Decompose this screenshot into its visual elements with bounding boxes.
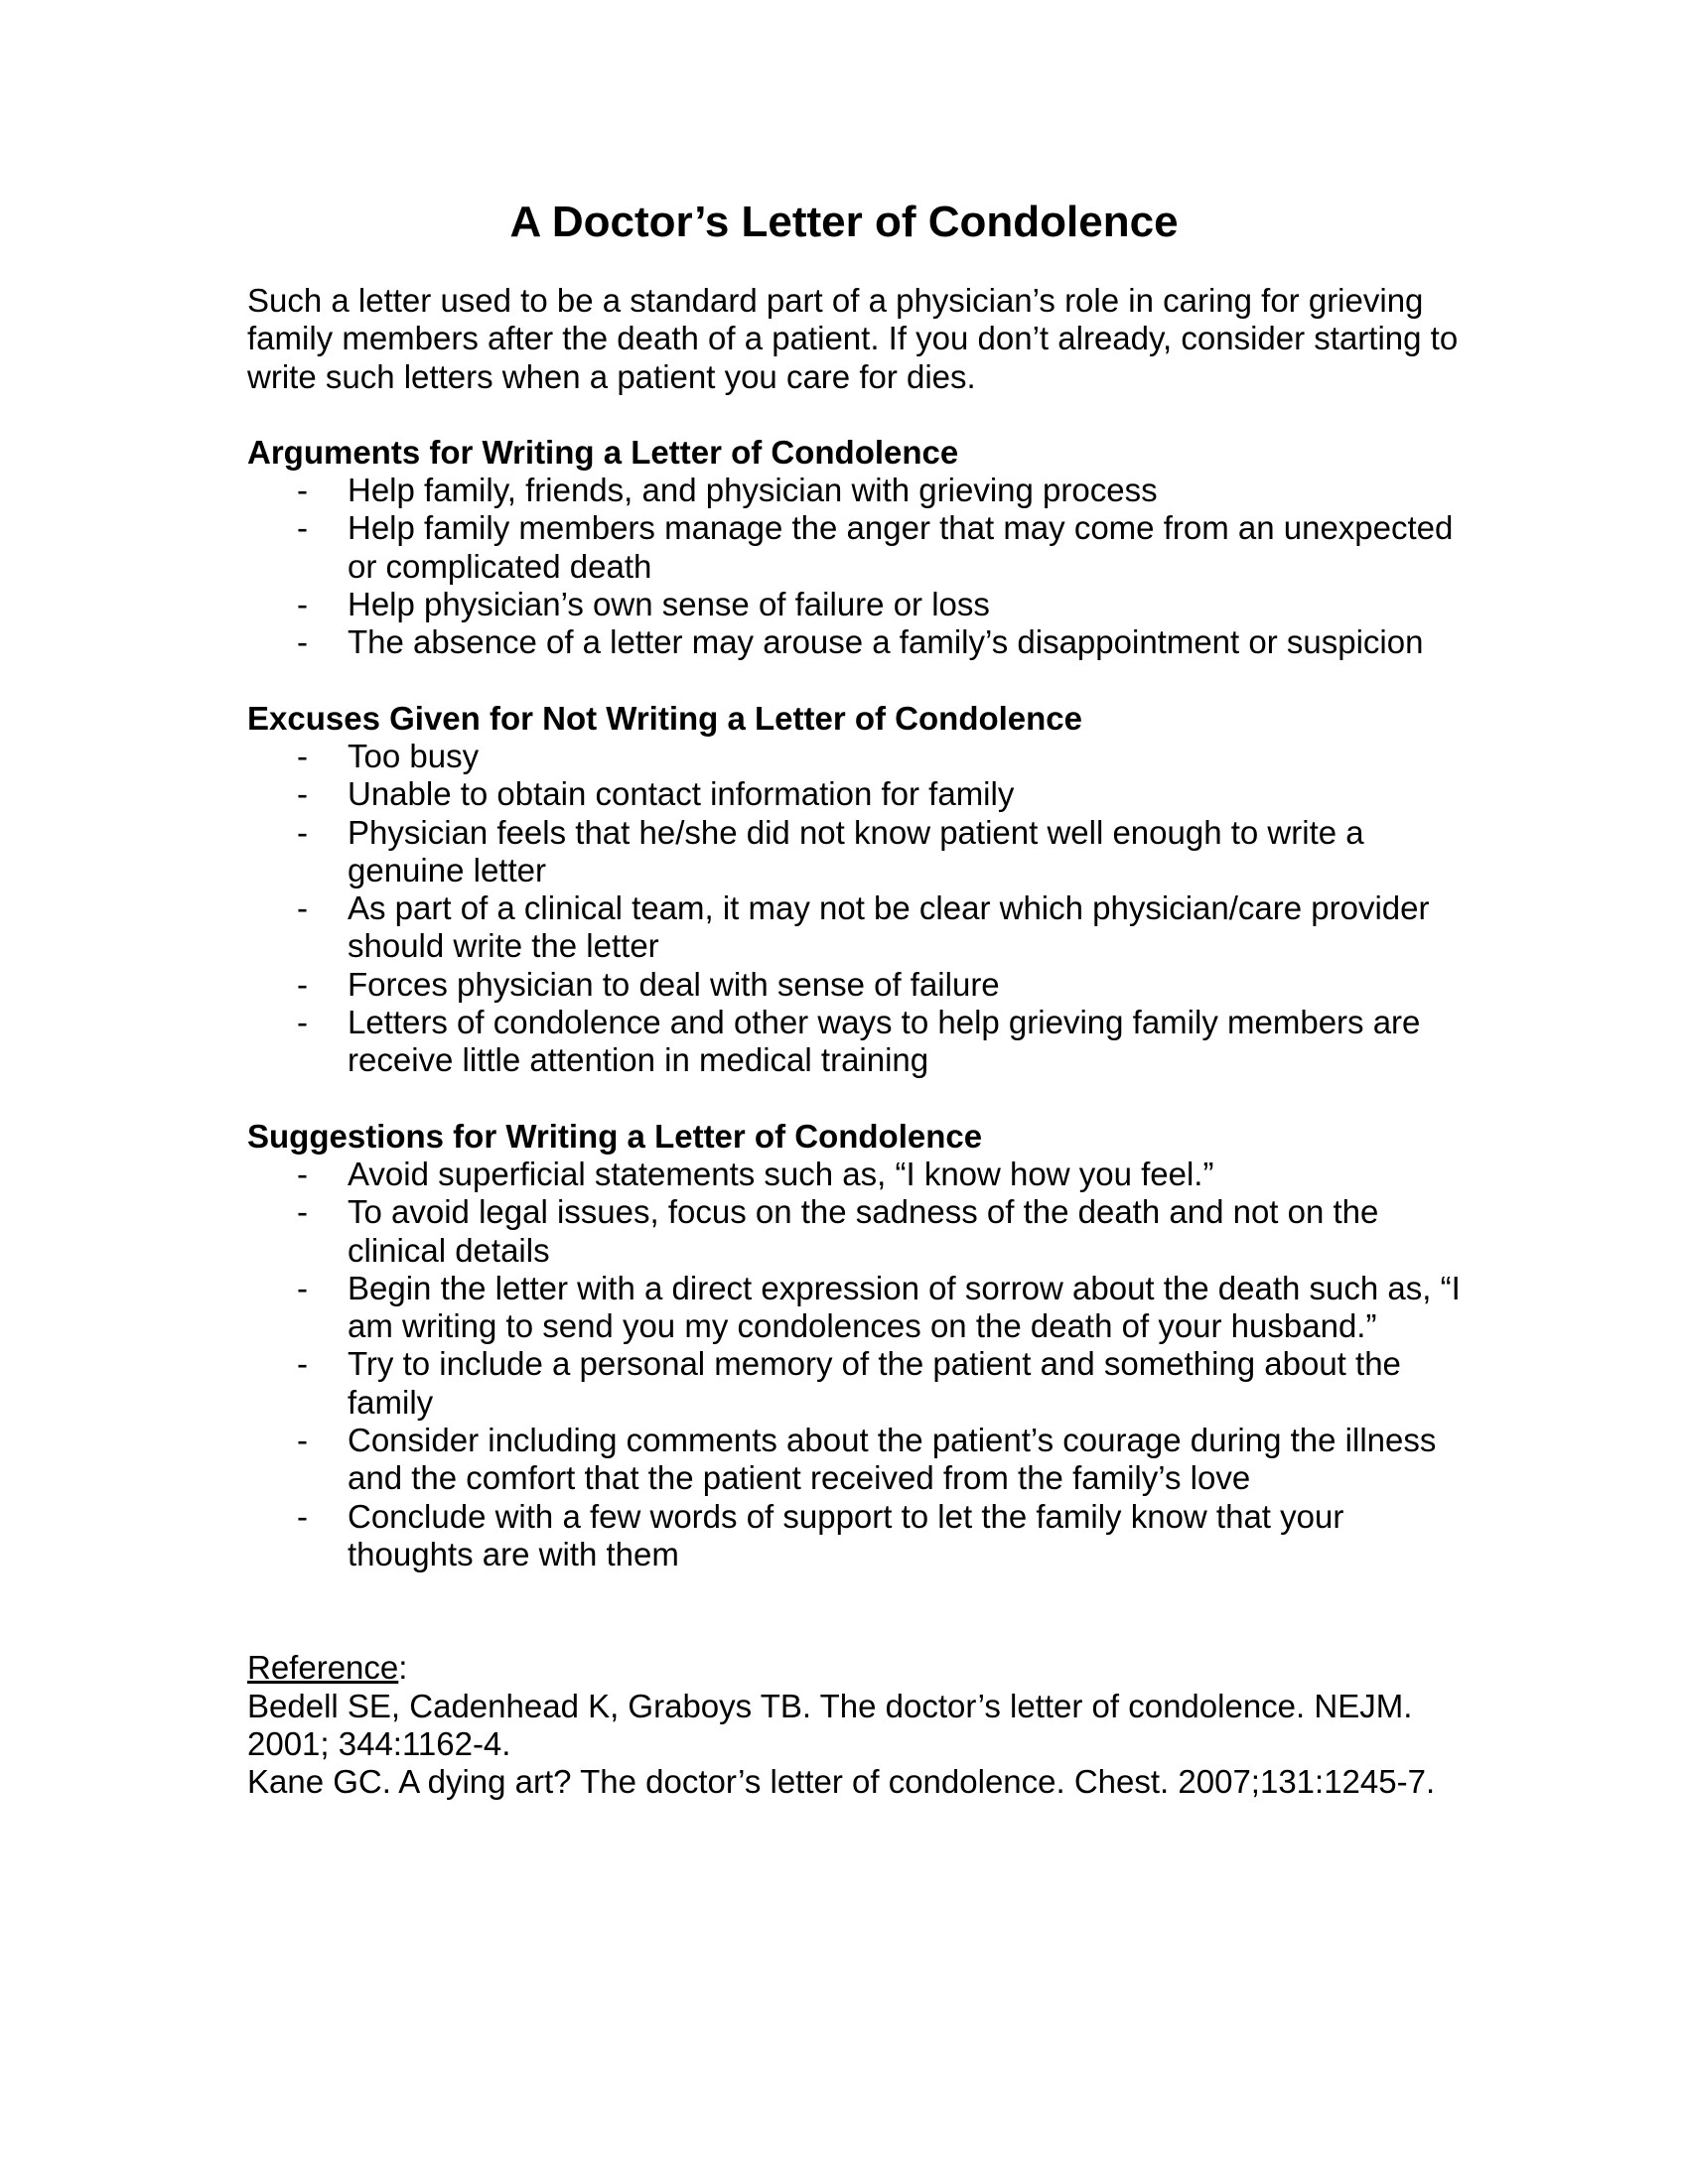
bullet-list — [247, 472, 1469, 661]
bullet-dash: - — [297, 1155, 308, 1192]
bullet-item — [247, 509, 1469, 586]
bullet-text: Begin the letter with a direct expression of sorrow about the death such as, “I am writing to send you my condolences on the death of your husband.” — [348, 1269, 1461, 1345]
bullet-text: Forces physician to deal with sense of failure — [348, 965, 1000, 1003]
bullet-text: The absence of a letter may arouse a family’s disappointment or suspicion — [348, 623, 1424, 661]
bullet-dash: - — [297, 1422, 308, 1459]
bullet-item — [247, 472, 1469, 509]
bullet-item — [247, 1422, 1469, 1498]
bullet-item — [247, 586, 1469, 623]
section-heading: Arguments for Writing a Letter of Condolence — [247, 433, 959, 471]
bullet-dash: - — [297, 737, 308, 774]
reference-heading — [247, 1649, 1469, 1687]
bullet-dash: - — [297, 586, 308, 623]
bullet-text: As part of a clinical team, it may not be clear which physician/care provider should write the letter — [348, 889, 1430, 965]
bullet-dash: - — [297, 965, 308, 1003]
section-heading: Excuses Given for Not Writing a Letter of Condolence — [247, 699, 1083, 737]
bullet-text: Help family, friends, and physician with grieving process — [348, 472, 1158, 509]
bullet-text: To avoid legal issues, focus on the sadness of the death and not on the clinical details — [348, 1193, 1379, 1269]
bullet-item — [247, 889, 1469, 966]
reference-block — [247, 1649, 1469, 1801]
sections-container — [247, 434, 1469, 1573]
bullet-item — [247, 1345, 1469, 1422]
section — [247, 700, 1469, 1080]
bullet-dash: - — [297, 1193, 308, 1231]
section — [247, 434, 1469, 662]
bullet-item — [247, 1193, 1469, 1270]
bullet-text: Try to include a personal memory of the patient and something about the family — [348, 1345, 1401, 1421]
bullet-text: Letters of condolence and other ways to help grieving family members are receive little attention in medical training — [348, 1004, 1421, 1079]
bullet-item — [247, 775, 1469, 813]
bullet-text: Avoid superficial statements such as, “I know how you feel.” — [348, 1155, 1214, 1192]
bullet-text: Help family members manage the anger that may come from an unexpected or complicated death — [348, 509, 1454, 585]
section — [247, 1118, 1469, 1574]
bullet-item — [247, 814, 1469, 890]
bullet-text: Consider including comments about the patient’s courage during the illness and the comfort that the patient received from the family’s love — [348, 1422, 1437, 1497]
bullet-item — [247, 1498, 1469, 1574]
reference-label-suffix: : — [398, 1649, 408, 1687]
bullet-dash: - — [297, 1497, 308, 1535]
reference-label: Reference — [247, 1649, 399, 1687]
bullet-text: Physician feels that he/she did not know patient well enough to write a genuine letter — [348, 813, 1364, 888]
bullet-dash: - — [297, 889, 308, 927]
bullet-dash: - — [297, 623, 308, 661]
bullet-dash: - — [297, 775, 308, 813]
bullet-item — [247, 738, 1469, 775]
bullet-text: Unable to obtain contact information for family — [348, 775, 1015, 813]
bullet-item — [247, 1270, 1469, 1346]
section-heading: Suggestions for Writing a Letter of Condolence — [247, 1117, 983, 1155]
bullet-dash: - — [297, 472, 308, 509]
reference-entry: Kane GC. A dying art? The doctor’s letter of condolence. Chest. 2007;131:1245-7. — [247, 1763, 1436, 1801]
reference-entry: Bedell SE, Cadenhead K, Graboys TB. The doctor’s letter of condolence. NEJM. 2001; 344:1162-4. — [247, 1687, 1413, 1762]
document-body — [247, 282, 1469, 1801]
bullet-list — [247, 738, 1469, 1080]
intro-paragraph: Such a letter used to be a standard part of a physician’s role in caring for grieving family members after the death of a patient. If you don’t already, consider starting to write such letters when a patient you care for dies. — [247, 282, 1459, 395]
bullet-dash: - — [297, 1004, 308, 1041]
bullet-item — [247, 1004, 1469, 1080]
bullet-dash: - — [297, 1345, 308, 1383]
bullet-dash: - — [297, 509, 308, 547]
bullet-item — [247, 966, 1469, 1004]
bullet-text: Conclude with a few words of support to let the family know that your thoughts are with them — [348, 1497, 1344, 1572]
bullet-list — [247, 1156, 1469, 1573]
bullet-dash: - — [297, 813, 308, 851]
bullet-item — [247, 623, 1469, 661]
bullet-item — [247, 1156, 1469, 1193]
page-title: A Doctor’s Letter of Condolence — [509, 198, 1179, 246]
bullet-text: Too busy — [348, 737, 480, 774]
bullet-dash: - — [297, 1269, 308, 1306]
bullet-text: Help physician’s own sense of failure or loss — [348, 586, 990, 623]
